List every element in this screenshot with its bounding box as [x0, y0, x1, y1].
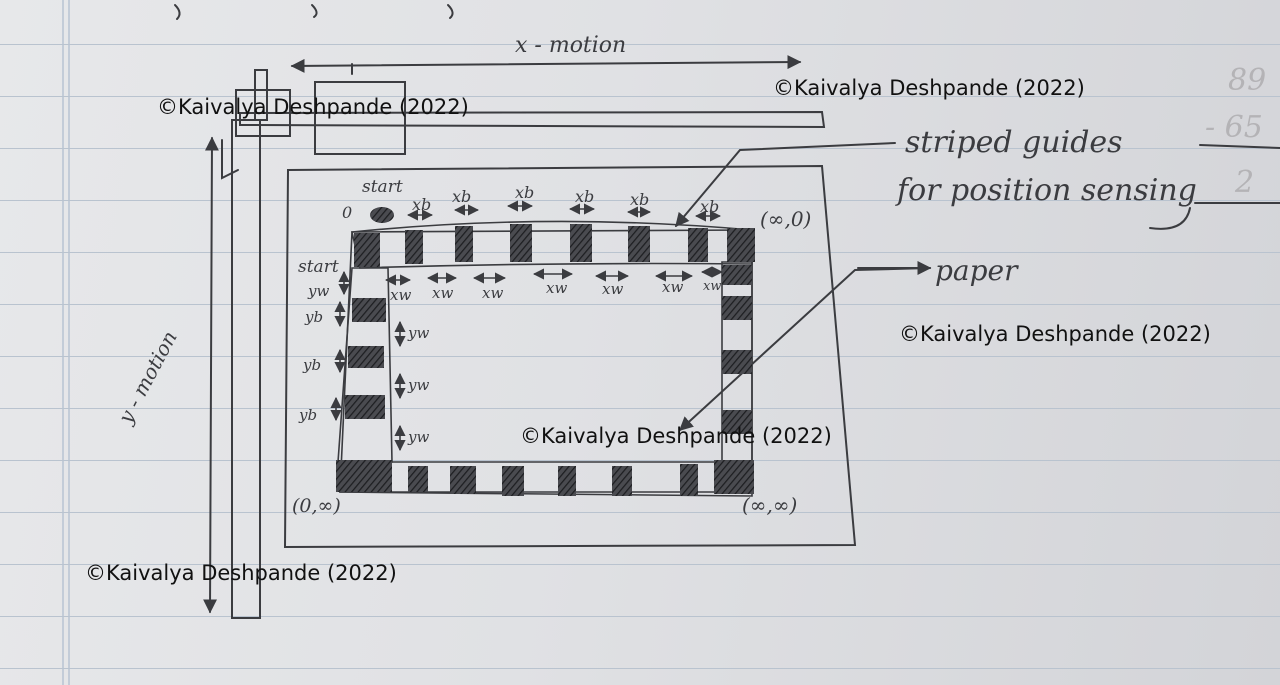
corner-bottom-left-label: (0,∞) [292, 495, 341, 517]
y-motion-label: y - motion [113, 326, 182, 428]
xb-label: xb [412, 195, 432, 214]
stripe-bottom [408, 466, 428, 492]
stripe-right [722, 350, 752, 374]
watermark: ©Kaivalya Deshpande (2022) [773, 76, 1085, 100]
start-marker [370, 207, 394, 223]
margin-number: 89 [1228, 63, 1267, 98]
striped-guides-label: striped guides [905, 125, 1123, 160]
yb-label: yb [299, 406, 318, 424]
stripe-top [510, 224, 532, 262]
stripe-bottom [558, 466, 576, 496]
corner-top-right-label: (∞,0) [760, 207, 812, 231]
watermark: ©Kaivalya Deshpande (2022) [520, 424, 832, 448]
stripe-left [348, 346, 384, 368]
xw-label: xw [482, 284, 504, 302]
xw-label: xw [662, 278, 684, 296]
margin-number: 2 [1235, 165, 1255, 200]
xw-label: xw [546, 279, 568, 297]
stripe-left [345, 395, 385, 419]
margin-sum-line [1200, 145, 1280, 148]
stripe-corner [336, 460, 392, 492]
yw-label-left: yw [308, 282, 330, 300]
stripe-bottom [612, 466, 632, 496]
stripe-top [455, 226, 473, 262]
xw-label: xw [432, 284, 454, 302]
stripe-right [722, 296, 752, 320]
xw-label: xw [390, 286, 412, 304]
stripe-corner [714, 460, 754, 494]
origin-zero-label: 0 [342, 203, 353, 222]
stripe-top [688, 228, 708, 262]
yw-label: yw [408, 324, 430, 342]
xw-label: xw [703, 279, 722, 294]
xb-label: xb [700, 197, 720, 216]
margin-number: - 65 [1205, 110, 1263, 145]
yw-label: yw [408, 376, 430, 394]
start-label-top: start [362, 177, 403, 197]
paper-label: paper [935, 254, 1018, 287]
x-motion-label: x - motion [515, 33, 627, 58]
xb-label: xb [515, 183, 535, 202]
corner-bottom-right-label: (∞,∞) [742, 493, 798, 517]
smudge-mark [448, 5, 453, 18]
xb-label: xb [575, 187, 595, 206]
y-rail [232, 120, 260, 618]
yb-label: yb [303, 356, 322, 374]
x-motion-arrow [292, 62, 800, 66]
stripe-bottom [680, 464, 698, 496]
y-motion-arrow [210, 138, 212, 612]
watermark: ©Kaivalya Deshpande (2022) [85, 561, 397, 585]
smudge-mark [312, 5, 317, 17]
y-bracket [222, 140, 238, 178]
stripe-bottom [502, 466, 524, 496]
watermark: ©Kaivalya Deshpande (2022) [899, 322, 1211, 346]
watermark: ©Kaivalya Deshpande (2022) [157, 95, 469, 119]
yb-label: yb [305, 308, 324, 326]
stripe-bottom [450, 466, 476, 494]
xb-label: xb [452, 187, 472, 206]
xw-label: xw [602, 280, 624, 298]
stripe-top [727, 228, 755, 262]
stripe-top [570, 224, 592, 262]
xb-label: xb [630, 190, 650, 209]
stripe-top [405, 230, 423, 264]
stripe-top [628, 226, 650, 262]
yw-label: yw [408, 428, 430, 446]
smudge-mark [175, 5, 180, 19]
stripe-left [352, 298, 386, 322]
start-label-left: start [298, 257, 339, 277]
striped-guides-label-2: for position sensing [897, 173, 1197, 208]
stripe-right [722, 265, 752, 285]
paper-outline [340, 230, 752, 492]
guides-underline-squiggle [1150, 208, 1190, 229]
stripe-top [354, 233, 380, 267]
